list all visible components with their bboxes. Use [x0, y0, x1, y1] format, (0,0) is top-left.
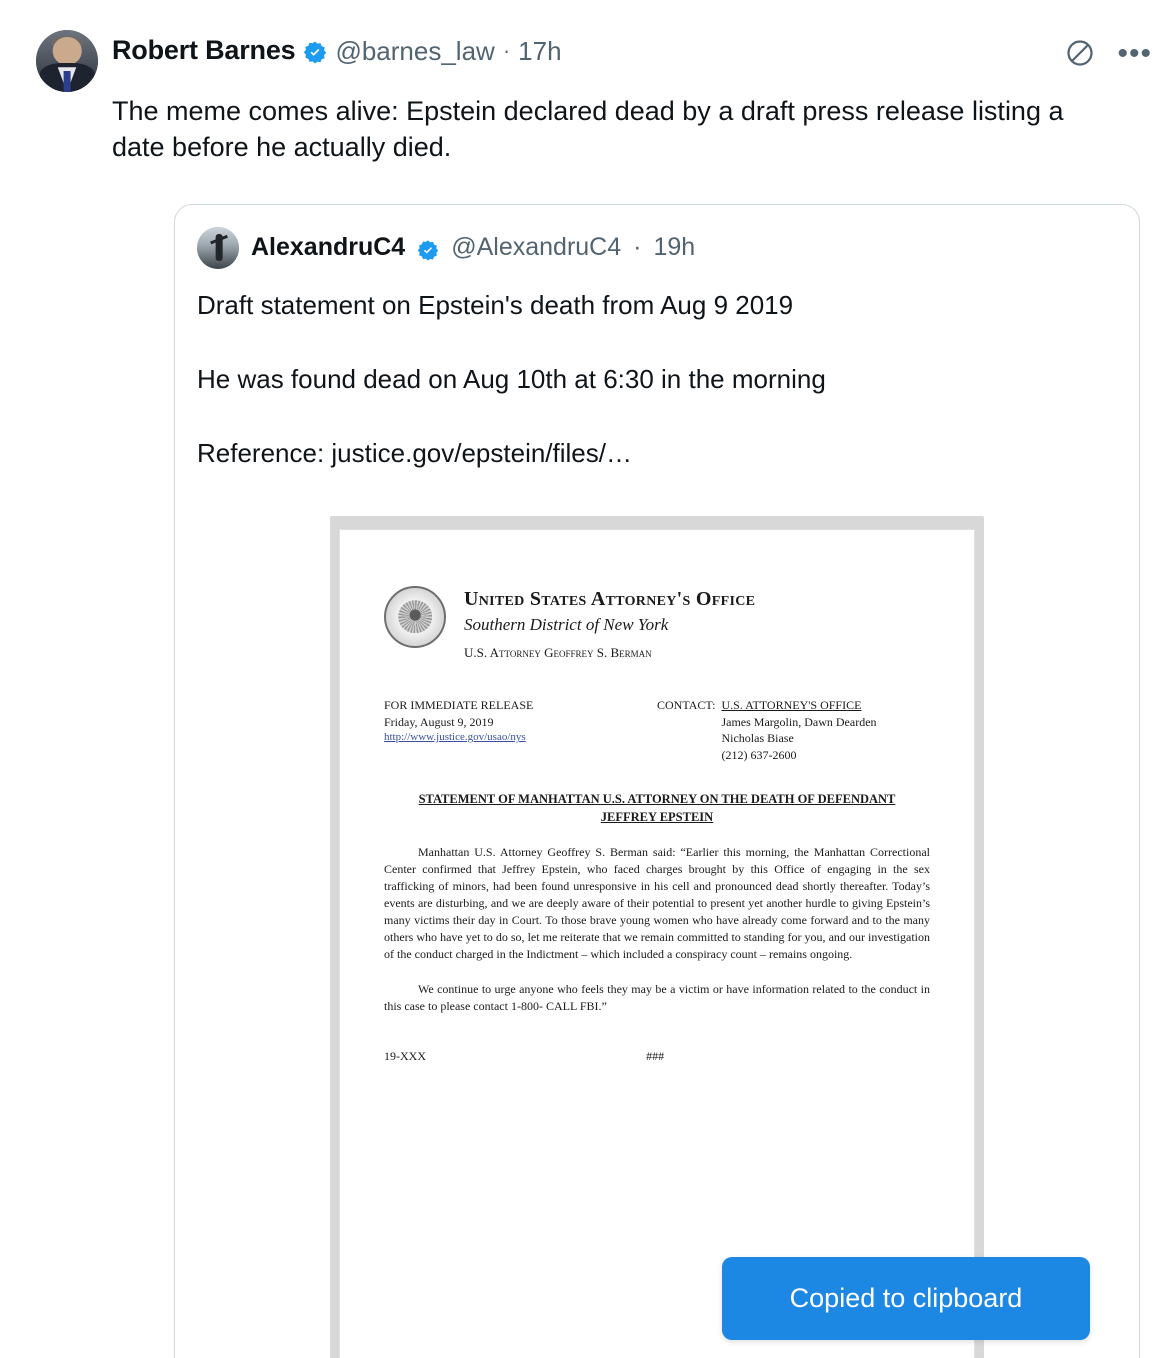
quoted-separator-dot: ·: [633, 233, 642, 262]
author-handle[interactable]: @barnes_law: [335, 35, 495, 66]
attached-document-image[interactable]: [330, 516, 984, 1358]
quoted-tweet-header: [175, 205, 1139, 269]
document-district: Southern District of New York: [464, 614, 669, 634]
contact-office: U.S. ATTORNEY'S OFFICE: [721, 697, 862, 712]
verified-badge-icon: [303, 40, 327, 64]
avatar[interactable]: [36, 30, 98, 92]
copied-to-clipboard-toast: Copied to clipboard: [722, 1257, 1090, 1340]
press-release-document: [340, 530, 974, 1358]
tweet-timestamp[interactable]: 17h: [518, 35, 562, 66]
separator-dot: ·: [502, 37, 511, 63]
quoted-author-display-name[interactable]: AlexandruC4: [251, 233, 406, 262]
contact-label: CONTACT:: [657, 697, 716, 712]
document-footer-number: 19-XXX: [384, 1049, 426, 1064]
document-footer: [384, 1049, 930, 1064]
release-label: FOR IMMEDIATE RELEASE: [384, 697, 534, 712]
quoted-tweet-card[interactable]: [174, 204, 1140, 1358]
tweet-body-text: The meme comes alive: Epstein declared dead by a draft press release listing a date before he actually died.: [112, 96, 1064, 162]
contact-phone: (212) 637-2600: [721, 748, 797, 763]
doj-seal-icon: [384, 586, 446, 648]
document-paragraph-2: We continue to urge anyone who feels they may be a victim or have information related to the conduct in this case to please contact 1-800- CALL FBI.”: [384, 982, 930, 1014]
author-display-name[interactable]: Robert Barnes: [112, 35, 296, 65]
quoted-tweet-timestamp[interactable]: 19h: [653, 233, 696, 262]
statement-heading-line-2: JEFFREY EPSTEIN: [600, 810, 714, 825]
quoted-line-1: Draft statement on Epstein's death from Aug 9 2019: [197, 289, 794, 320]
contact-names-1: James Margolin, Dawn Dearden: [721, 714, 877, 729]
quoted-line-3: Reference: justice.gov/epstein/files/…: [197, 438, 632, 469]
contact-names-2: Nicholas Biase: [721, 731, 794, 746]
tweet-header-actions: [1065, 38, 1152, 68]
quoted-author-handle[interactable]: @AlexandruC4: [451, 233, 622, 262]
document-footer-end-mark: ###: [646, 1049, 665, 1064]
quoted-line-2: He was found dead on Aug 10th at 6:30 in the morning: [197, 364, 826, 395]
quoted-tweet-body: [175, 269, 1139, 474]
document-meta: [384, 697, 930, 764]
slash-circle-icon[interactable]: [1065, 38, 1095, 68]
document-letterhead: [384, 586, 930, 661]
document-attorney-name: U.S. Attorney Geoffrey S. Berman: [464, 644, 652, 660]
document-office-title: United States Attorney's Office: [464, 587, 756, 610]
release-date: Friday, August 9, 2019: [384, 714, 494, 729]
quoted-avatar[interactable]: [197, 227, 239, 269]
tweet-author-line: [112, 30, 562, 66]
more-options-button[interactable]: •••: [1117, 36, 1152, 70]
document-statement-heading: [384, 790, 930, 826]
verified-badge-icon: [417, 239, 439, 261]
statement-heading-line-1: STATEMENT OF MANHATTAN U.S. ATTORNEY ON THE DEATH OF DEFENDANT: [418, 791, 896, 806]
release-url-link[interactable]: http://www.justice.gov/usao/nys: [384, 731, 526, 744]
tweet-header: [36, 30, 1152, 92]
document-paragraph-1: Manhattan U.S. Attorney Geoffrey S. Berman said: “Earlier this morning, the Manhattan Correctional Center confirmed that Jeffrey Epstein, who faced charges brought by this Office of engaging in the sex trafficking of minors, had been found unresponsive in his cell and pronounced dead shortly thereafter. Today’s events are disturbing, and we are deeply aware of their potential to present yet another hurdle to giving Epstein’s many victims their day in Court. To those brave young women who have already come forward and to the many others who have yet to do so, let me reiterate that we remain committed to standing for you, and our investigation of the conduct charged in the Indictment – which included a conspiracy count – remains ongoing.: [384, 845, 930, 962]
